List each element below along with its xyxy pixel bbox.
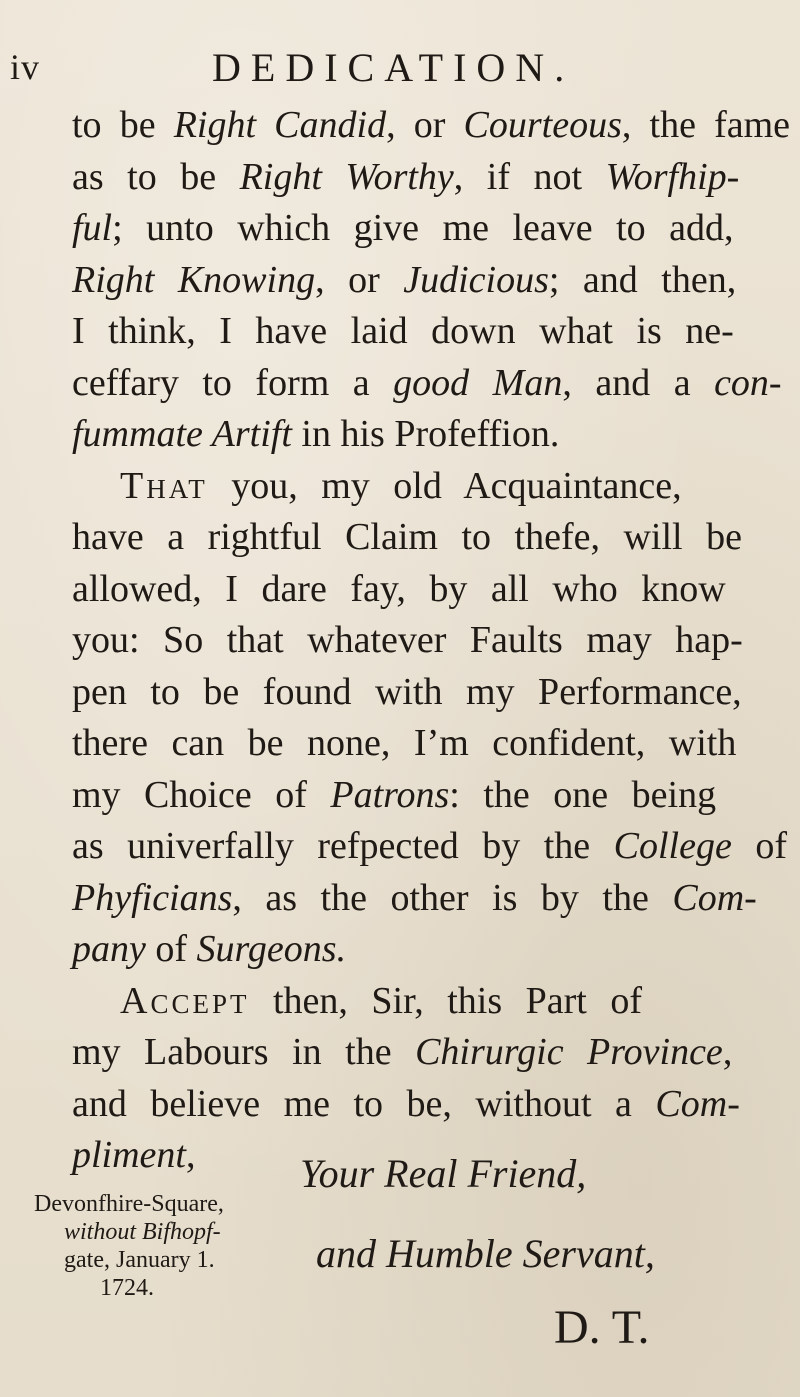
page-number: iv: [10, 47, 41, 87]
text-line: have a rightful Claim to thefe, will be: [72, 516, 742, 558]
running-head: DEDICATION.: [212, 45, 575, 90]
text-line: I think, I have laid down what is ne-: [72, 310, 734, 352]
text-line: and believe me to be, without a Com-: [72, 1082, 740, 1125]
text-line: pany of Surgeons.: [72, 928, 347, 970]
text-line: Right Knowing, or Judicious; and then,: [72, 258, 737, 301]
text-line: fummate Artift in his Profeffion.: [72, 413, 560, 455]
text-line: pliment,: [72, 1134, 196, 1176]
servant-line: and Humble Servant,: [316, 1231, 655, 1276]
text-line: Accept then, Sir, this Part of: [120, 979, 642, 1022]
text-line: That you, my old Acquaintance,: [120, 464, 682, 507]
text-line: to be Right Candid, or Courteous, the fame: [72, 104, 791, 146]
place-and-date: [34, 1190, 224, 1302]
text-line: you: So that whatever Faults may hap-: [72, 619, 743, 661]
text-line: ful; unto which give me leave to add,: [72, 207, 734, 249]
place-line-3: gate, January 1.: [64, 1247, 215, 1273]
text-line: my Labours in the Chirurgic Province,: [72, 1031, 733, 1073]
signature-initials: D. T.: [554, 1301, 650, 1354]
text-line: my Choice of Patrons: the one being: [72, 773, 717, 816]
text-line: Phyficians, as the other is by the Com-: [72, 876, 757, 919]
text-line: ceffary to form a good Man, and a con-: [72, 361, 782, 404]
place-line-4: 1724.: [100, 1275, 154, 1301]
text-line: there can be none, I’m confident, with: [72, 722, 737, 764]
place-line-2: without Bifhopf-: [64, 1219, 221, 1245]
text-line: as univerfally refpected by the College of: [72, 825, 787, 867]
text-line: as to be Right Worthy, if not Worfhip-: [72, 155, 740, 198]
text-line: allowed, I dare fay, by all who know: [72, 567, 726, 610]
text-line: pen to be found with my Performance,: [72, 670, 742, 713]
salutation: Your Real Friend,: [300, 1151, 587, 1196]
place-line-1: Devonfhire-Square,: [34, 1191, 224, 1217]
